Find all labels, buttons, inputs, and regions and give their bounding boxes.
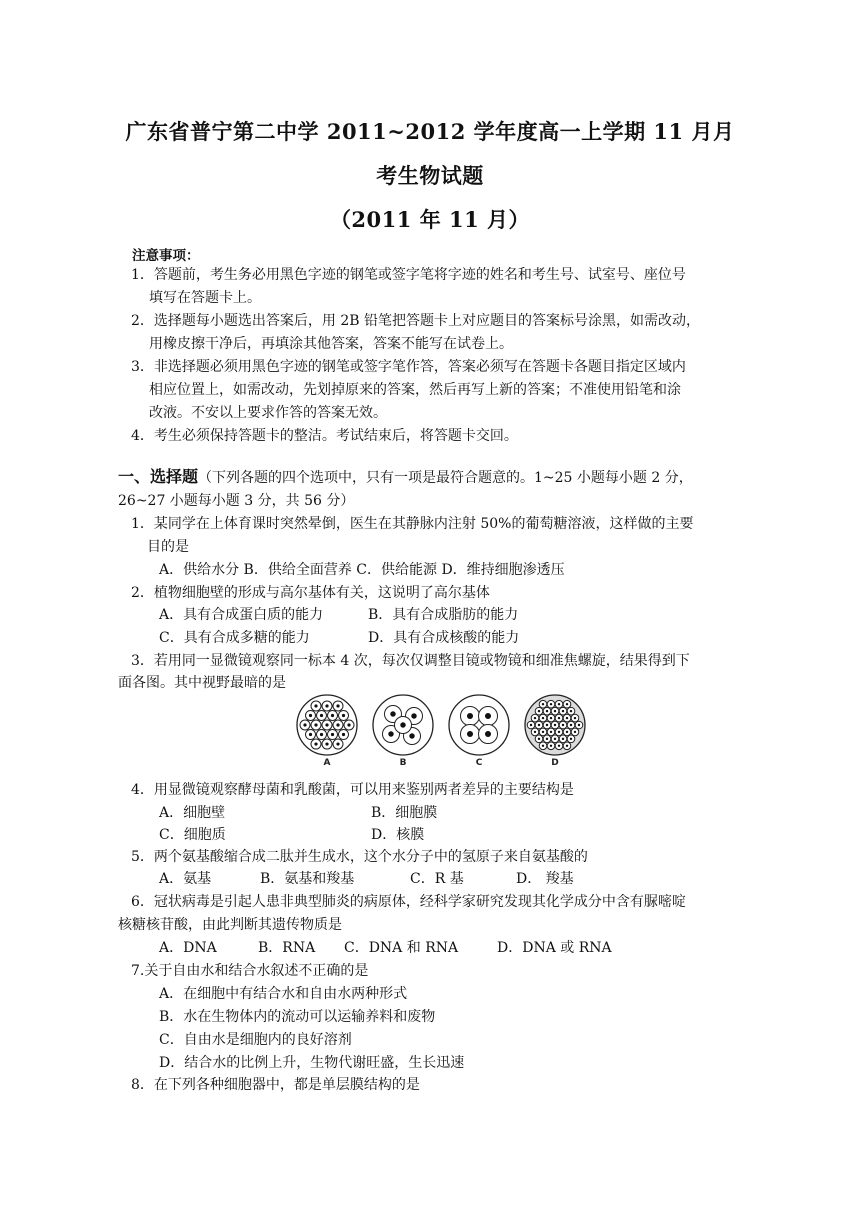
cell-nucleus — [538, 724, 540, 726]
question-6-option-d: D．DNA 或 RNA — [497, 940, 612, 956]
question-7-option-a: A．在细胞中有结合水和自由水两种形式 — [159, 986, 408, 1002]
cell-nucleus — [342, 733, 345, 736]
cell-nucleus — [570, 710, 572, 712]
cell-nucleus — [400, 722, 405, 727]
cell-nucleus — [554, 724, 556, 726]
question-2-option-c: C．具有合成多糖的能力 — [159, 630, 310, 646]
page-title-line1: 广东省普宁第二中学 2011~2012 学年度高一上学期 11 月月 — [125, 119, 735, 144]
question-8-text: 8．在下列各种细胞器中，都是单层膜结构的是 — [131, 1077, 420, 1093]
cell-nucleus — [574, 731, 576, 733]
question-7-text: 7.关于自由水和结合水叙述不正确的是 — [131, 963, 369, 979]
cell-nucleus — [562, 738, 564, 740]
cell-nucleus — [570, 724, 572, 726]
question-4-option-d: D．核膜 — [371, 827, 425, 843]
figure-label: C — [475, 758, 483, 766]
cell-nucleus — [550, 731, 552, 733]
cell-nucleus — [467, 731, 473, 737]
cell-nucleus — [388, 731, 393, 736]
figure-label: D — [551, 758, 559, 766]
cell-nucleus — [570, 738, 572, 740]
question-2-option-b: B．具有合成脂肪的能力 — [368, 607, 519, 623]
notice-heading: 注意事项： — [132, 248, 200, 264]
question-1-options: A．供给水分 B．供给全面营养 C．供给能源 D．维持细胞渗透压 — [159, 562, 565, 578]
question-7-option-c: C．自由水是细胞内的良好溶剂 — [159, 1032, 352, 1048]
cell-nucleus — [485, 713, 491, 719]
cell-nucleus — [390, 711, 395, 716]
cell-nucleus — [538, 710, 540, 712]
cell-nucleus — [314, 723, 317, 726]
question-2-option-d: D．具有合成核酸的能力 — [368, 630, 520, 646]
cell-nucleus — [558, 731, 560, 733]
cell-nucleus — [485, 731, 491, 737]
cell-nucleus — [554, 738, 556, 740]
question-4-text: 4．用显微镜观察酵母菌和乳酸菌，可以用来鉴别两者差异的主要结构是 — [131, 782, 574, 798]
question-5-option-d: D． 羧基 — [516, 871, 574, 887]
cell-nucleus — [542, 703, 544, 705]
notice-line: 相应位置上，如需改动，先划掉原来的答案，然后再写上新的答案；不准使用铅笔和涂 — [149, 382, 681, 398]
question-1-text-cont: 目的是 — [147, 539, 189, 555]
question-5-option-c: C．R 基 — [410, 871, 464, 887]
cell-nucleus — [566, 703, 568, 705]
question-3-text-cont: 面各图。其中视野最暗的是 — [118, 675, 286, 691]
microscope-fields-svg — [296, 694, 586, 766]
cell-nucleus — [336, 723, 339, 726]
question-5-option-a: A．氨基 — [159, 871, 212, 887]
cell-nucleus — [566, 717, 568, 719]
cell-nucleus — [331, 714, 334, 717]
cell-nucleus — [314, 704, 317, 707]
notice-line: 3．非选择题必须用黑色字迹的钢笔或签字笔作答，答案必须写在答题卡各题目指定区域内 — [131, 359, 686, 375]
question-7-option-b: B．水在生物体内的流动可以运输养料和废物 — [159, 1009, 436, 1025]
cell-nucleus — [554, 710, 556, 712]
cell-nucleus — [574, 717, 576, 719]
cell-nucleus — [336, 704, 339, 707]
question-1-text: 1．某同学在上体育课时突然晕倒，医生在其静脉内注射 50%的葡萄糖溶液，这样做的主要 — [131, 516, 694, 532]
cell-nucleus — [550, 703, 552, 705]
cell-nucleus — [325, 704, 328, 707]
question-6-text-cont: 核糖核苷酸，由此判断其遗传物质是 — [118, 917, 342, 933]
figure-label: A — [323, 758, 331, 766]
notice-line: 改液。不安以上要求作答的答案无效。 — [149, 405, 387, 421]
question-6-option-c: C．DNA 和 RNA — [344, 940, 459, 956]
cell-nucleus — [336, 742, 339, 745]
cell-nucleus — [342, 714, 345, 717]
cell-nucleus — [562, 724, 564, 726]
question-3-text: 3．若用同一显微镜观察同一标本 4 次，每次仅调整目镜或物镜和细准焦螺旋，结果得到下 — [131, 653, 690, 669]
figure-label: B — [399, 758, 407, 766]
cell-nucleus — [566, 745, 568, 747]
notice-line: 4．考生必须保持答题卡的整洁。考试结束后，将答题卡交回。 — [131, 428, 518, 444]
question-6-text: 6．冠状病毒是引起人患非典型肺炎的病原体，经科学家研究发现其化学成分中含有脲嘧啶 — [131, 894, 686, 910]
cell-nucleus — [558, 745, 560, 747]
cell-nucleus — [309, 714, 312, 717]
question-4-option-c: C．细胞质 — [159, 827, 226, 843]
cell-nucleus — [542, 731, 544, 733]
cell-nucleus — [546, 724, 548, 726]
cell-nucleus — [546, 738, 548, 740]
question-4-option-a: A．细胞壁 — [159, 805, 226, 821]
section-instructions: （下列各题的四个选项中，只有一项是最符合题意的。1~25 小题每小题 2 分， — [198, 470, 693, 486]
cell-nucleus — [550, 745, 552, 747]
question-6-option-a: A．DNA — [159, 940, 217, 956]
cell-nucleus — [325, 742, 328, 745]
section-instructions-cont: 26~27 小题每小题 3 分，共 56 分） — [118, 493, 355, 509]
cell-nucleus — [320, 733, 323, 736]
page-title-line2: 考生物试题 — [376, 163, 484, 188]
cell-nucleus — [546, 710, 548, 712]
section-heading-row — [118, 466, 693, 489]
cell-nucleus — [558, 717, 560, 719]
cell-nucleus — [578, 724, 580, 726]
question-7-option-d: D．结合水的比例上升，生物代谢旺盛，生长迅速 — [159, 1055, 465, 1071]
microscope-fields-figure — [296, 694, 586, 766]
cell-nucleus — [534, 717, 536, 719]
cell-nucleus — [331, 733, 334, 736]
cell-nucleus — [538, 738, 540, 740]
question-5-option-b: B．氨基和羧基 — [260, 871, 355, 887]
cell-nucleus — [530, 724, 532, 726]
cell-nucleus — [566, 731, 568, 733]
notice-line: 2．选择题每小题选出答案后，用 2B 铅笔把答题卡上对应题目的答案标号涂黑，如需改动， — [131, 313, 701, 329]
cell-nucleus — [409, 733, 414, 738]
cell-nucleus — [542, 745, 544, 747]
cell-nucleus — [309, 733, 312, 736]
cell-nucleus — [303, 723, 306, 726]
cell-nucleus — [534, 731, 536, 733]
question-4-option-b: B．细胞膜 — [371, 805, 438, 821]
question-5-text: 5．两个氨基酸缩合成二肽并生成水，这个水分子中的氢原子来自氨基酸的 — [131, 849, 588, 865]
field-circle-c — [449, 695, 509, 755]
question-6-option-b: B．RNA — [258, 940, 316, 956]
page-title-date: （2011 年 11 月） — [329, 207, 531, 232]
cell-nucleus — [325, 723, 328, 726]
cell-nucleus — [550, 717, 552, 719]
section-heading: 一、选择题 — [118, 467, 199, 486]
notice-line: 填写在答题卡上。 — [149, 290, 261, 306]
notice-line: 1．答题前，考生务必用黑色字迹的钢笔或签字笔将字迹的姓名和考生号、试室号、座位号 — [131, 267, 686, 283]
cell-nucleus — [320, 714, 323, 717]
cell-nucleus — [411, 713, 416, 718]
question-2-option-a: A．具有合成蛋白质的能力 — [159, 607, 324, 623]
cell-nucleus — [562, 710, 564, 712]
cell-nucleus — [467, 713, 473, 719]
cell-nucleus — [314, 742, 317, 745]
cell-nucleus — [558, 703, 560, 705]
cell-nucleus — [542, 717, 544, 719]
cell-nucleus — [347, 723, 350, 726]
question-2-text: 2．植物细胞壁的形成与高尔基体有关，这说明了高尔基体 — [131, 585, 490, 601]
notice-line: 用橡皮擦干净后，再填涂其他答案，答案不能写在试卷上。 — [149, 336, 513, 352]
